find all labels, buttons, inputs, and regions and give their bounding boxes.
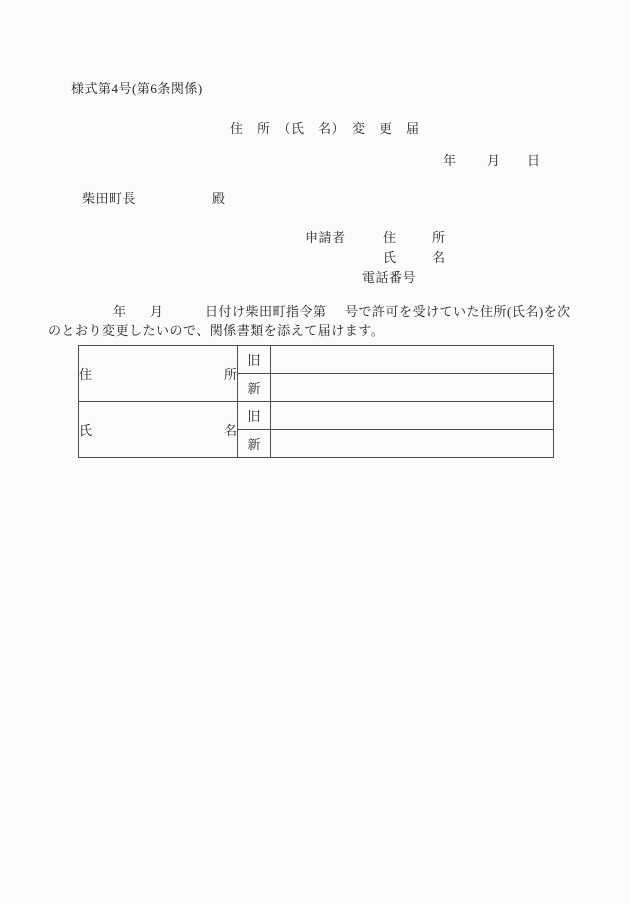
table-row bbox=[79, 402, 554, 430]
document-title: 住 所 （氏 名） 変 更 届 bbox=[230, 121, 420, 136]
category-cell-address bbox=[79, 346, 238, 402]
address-category-first: 住 bbox=[79, 367, 93, 382]
table-row bbox=[79, 346, 554, 374]
address-old-label: 旧 bbox=[238, 346, 271, 374]
applicant-phone-label: 電話番号 bbox=[362, 270, 417, 285]
date-month-label: 月 bbox=[487, 153, 501, 168]
applicant-address-label-last: 所 bbox=[432, 230, 446, 245]
address-old-field bbox=[271, 346, 554, 374]
applicant-name-label-last: 名 bbox=[432, 250, 446, 265]
name-category-last: 名 bbox=[223, 423, 237, 438]
name-new-label: 新 bbox=[238, 430, 271, 458]
honorific-label: 殿 bbox=[212, 191, 226, 206]
body-permit-rest: 号で許可を受けていた住所(氏名)を次 bbox=[345, 304, 571, 319]
applicant-label: 申請者 bbox=[305, 230, 346, 245]
name-old-field bbox=[271, 402, 554, 430]
body-year-label: 年 bbox=[113, 304, 127, 319]
address-new-label: 新 bbox=[238, 374, 271, 402]
applicant-address-label-first: 住 bbox=[383, 230, 397, 245]
body-month-label: 月 bbox=[150, 304, 164, 319]
form-number: 様式第4号(第6条関係) bbox=[71, 81, 203, 96]
recipient-name: 柴田町長 bbox=[82, 191, 137, 206]
category-cell-name bbox=[79, 402, 238, 458]
date-year-label: 年 bbox=[443, 153, 457, 168]
name-new-field bbox=[271, 430, 554, 458]
body-permit-clause: 日付け柴田町指令第 bbox=[205, 304, 327, 319]
name-old-label: 旧 bbox=[238, 402, 271, 430]
change-table bbox=[78, 345, 554, 458]
date-day-label: 日 bbox=[527, 153, 541, 168]
address-new-field bbox=[271, 374, 554, 402]
body-line2: のとおり変更したいので、関係書類を添えて届けます。 bbox=[48, 323, 385, 338]
address-category-last: 所 bbox=[223, 367, 237, 382]
applicant-name-label-first: 氏 bbox=[383, 250, 397, 265]
name-category-first: 氏 bbox=[79, 423, 93, 438]
